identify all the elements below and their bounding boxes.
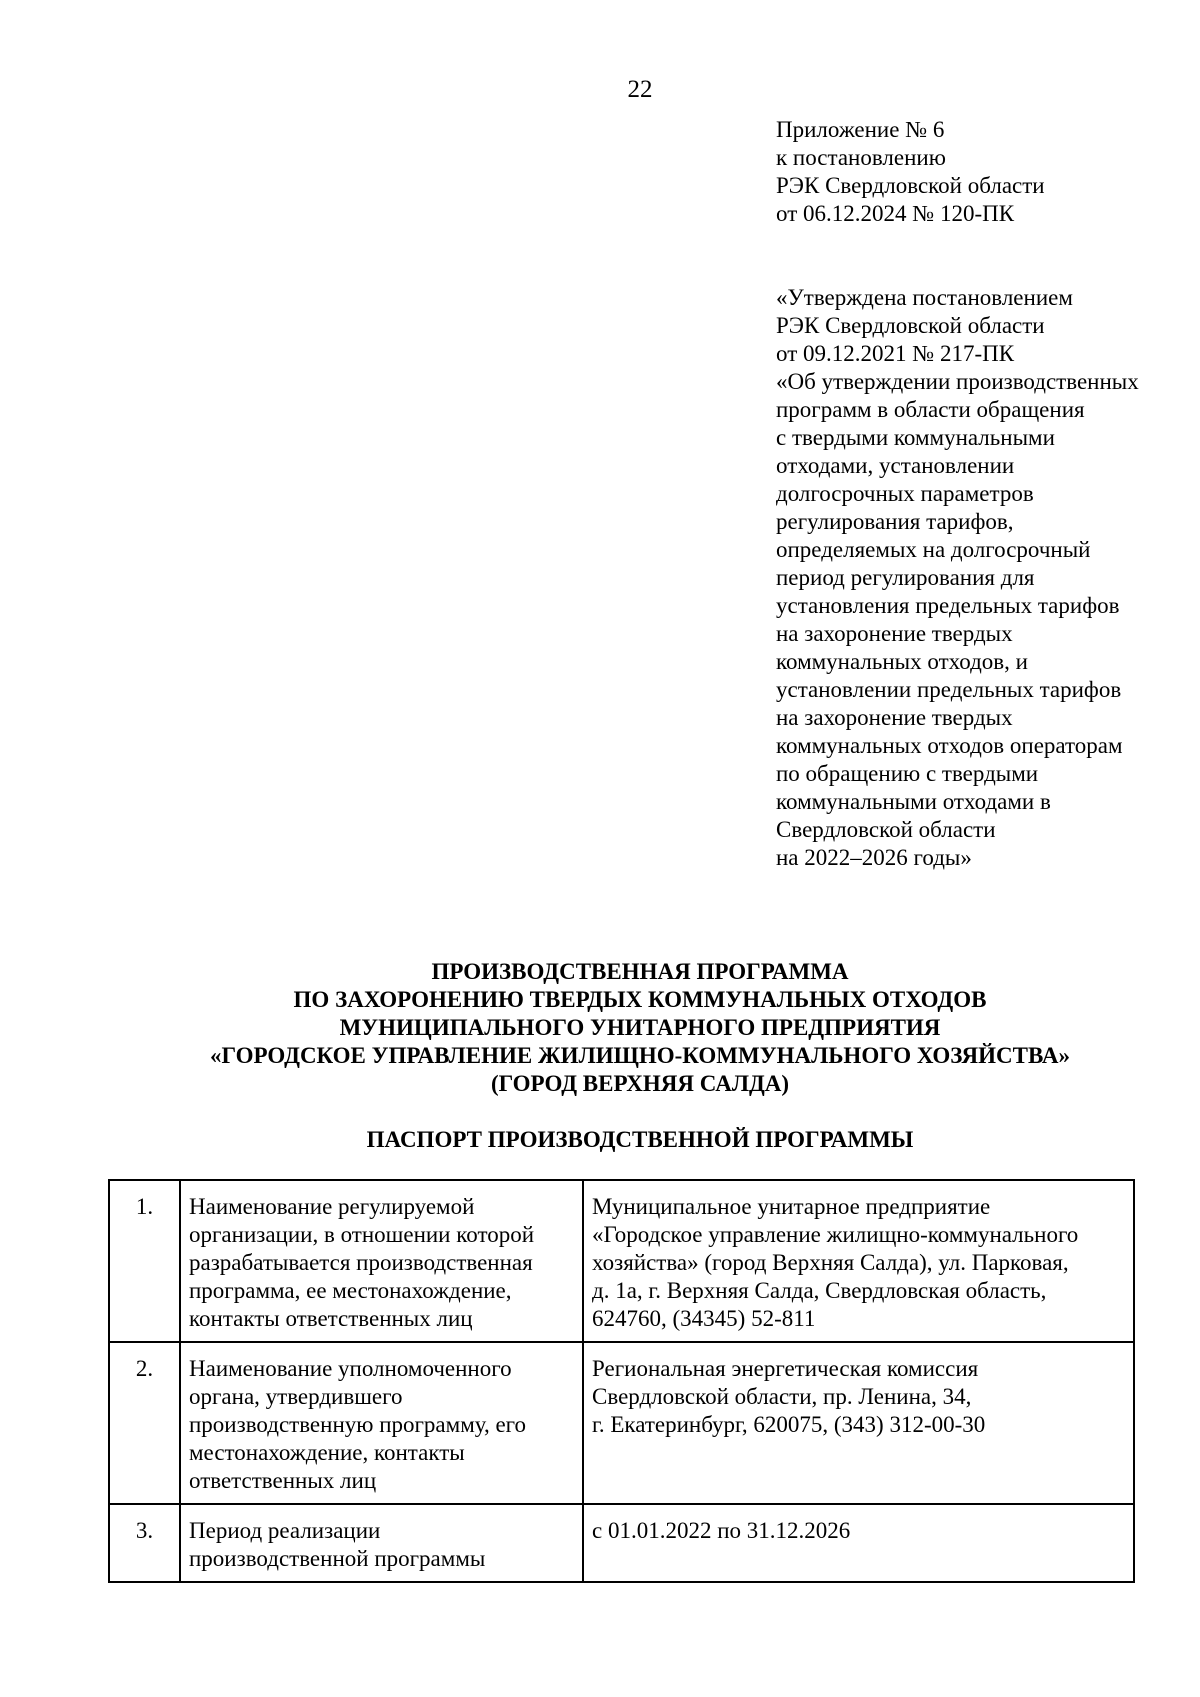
approval-line: РЭК Свердловской области: [776, 313, 1045, 338]
row-value: [583, 1342, 1134, 1504]
row-label-line: Наименование регулируемой: [189, 1194, 475, 1219]
approval-line: программ в области обращения: [776, 397, 1085, 422]
approval-line: на захоронение твердых: [776, 621, 1013, 646]
program-title-line: ПО ЗАХОРОНЕНИЮ ТВЕРДЫХ КОММУНАЛЬНЫХ ОТХОДОВ: [293, 987, 987, 1012]
approval-line: по обращению с твердыми: [776, 761, 1039, 786]
row-number: 2.: [109, 1342, 180, 1504]
row-value-line: хозяйства» (город Верхняя Салда), ул. Парковая,: [592, 1250, 1069, 1275]
row-value-line: Муниципальное унитарное предприятие: [592, 1194, 991, 1219]
approval-line: «Об утверждении производственных: [776, 369, 1139, 394]
table-row: [109, 1180, 1134, 1342]
appendix-block: [776, 116, 1045, 228]
approval-line: отходами, установлении: [776, 453, 1015, 478]
row-label-line: Наименование уполномоченного: [189, 1356, 512, 1381]
row-number: 1.: [109, 1180, 180, 1342]
row-label: [180, 1342, 583, 1504]
table-row: [109, 1504, 1134, 1582]
row-value-line: г. Екатеринбург, 620075, (343) 312-00-30: [592, 1412, 986, 1437]
row-label-line: органа, утвердившего: [189, 1384, 403, 1409]
appendix-line: РЭК Свердловской области: [776, 173, 1045, 198]
row-label-line: ответственных лиц: [189, 1468, 377, 1493]
row-label-line: организации, в отношении которой: [189, 1222, 534, 1247]
approval-line: долгосрочных параметров: [776, 481, 1034, 506]
approval-line: установлении предельных тарифов: [776, 677, 1122, 702]
program-title-line: МУНИЦИПАЛЬНОГО УНИТАРНОГО ПРЕДПРИЯТИЯ: [339, 1015, 941, 1040]
approval-line: установления предельных тарифов: [776, 593, 1120, 618]
approval-line: период регулирования для: [776, 565, 1035, 590]
approval-line: коммунальными отходами в: [776, 789, 1051, 814]
appendix-line: от 06.12.2024 № 120-ПК: [776, 201, 1015, 226]
approval-line: на захоронение твердых: [776, 705, 1013, 730]
approval-line: «Утверждена постановлением: [776, 285, 1073, 310]
row-label-line: производственной программы: [189, 1546, 486, 1571]
row-value: [583, 1180, 1134, 1342]
row-value-line: д. 1а, г. Верхняя Салда, Свердловская область,: [592, 1278, 1047, 1303]
row-value-line: Свердловской области, пр. Ленина, 34,: [592, 1384, 972, 1409]
row-number: 3.: [109, 1504, 180, 1582]
row-label-line: контакты ответственных лиц: [189, 1306, 473, 1331]
row-label: [180, 1180, 583, 1342]
table-row: [109, 1342, 1134, 1504]
row-value-line: «Городское управление жилищно-коммунального: [592, 1222, 1079, 1247]
row-label-line: местонахождение, контакты: [189, 1440, 465, 1465]
appendix-line: к постановлению: [776, 145, 946, 170]
row-value-line: с 01.01.2022 по 31.12.2026: [592, 1518, 851, 1543]
row-value-line: 624760, (34345) 52-811: [592, 1306, 816, 1331]
row-label-line: разрабатывается производственная: [189, 1250, 533, 1275]
approval-line: коммунальных отходов, и: [776, 649, 1028, 674]
approval-line: с твердыми коммунальными: [776, 425, 1055, 450]
row-label-line: производственную программу, его: [189, 1412, 527, 1437]
approval-line: определяемых на долгосрочный: [776, 537, 1091, 562]
program-title-line: ПРОИЗВОДСТВЕННАЯ ПРОГРАММА: [431, 959, 849, 984]
program-title: [100, 958, 1180, 1098]
approval-line: Свердловской области: [776, 817, 996, 842]
row-label-line: программа, ее местонахождение,: [189, 1278, 512, 1303]
page-number: 22: [627, 76, 653, 103]
row-label: [180, 1504, 583, 1582]
approval-block: [776, 284, 1139, 872]
appendix-line: Приложение № 6: [776, 117, 945, 142]
approval-line: на 2022–2026 годы»: [776, 845, 972, 870]
passport-heading: ПАСПОРТ ПРОИЗВОДСТВЕННОЙ ПРОГРАММЫ: [366, 1127, 914, 1152]
passport-table: [108, 1179, 1135, 1583]
row-label-line: Период реализации: [189, 1518, 381, 1543]
approval-line: регулирования тарифов,: [776, 509, 1014, 534]
approval-line: от 09.12.2021 № 217-ПК: [776, 341, 1015, 366]
row-value: [583, 1504, 1134, 1582]
row-value-line: Региональная энергетическая комиссия: [592, 1356, 979, 1381]
program-title-line: «ГОРОДСКОЕ УПРАВЛЕНИЕ ЖИЛИЩНО-КОММУНАЛЬНОГО ХОЗЯЙСТВА»: [210, 1043, 1070, 1068]
program-title-line: (ГОРОД ВЕРХНЯЯ САЛДА): [490, 1071, 790, 1096]
approval-line: коммунальных отходов операторам: [776, 733, 1123, 758]
